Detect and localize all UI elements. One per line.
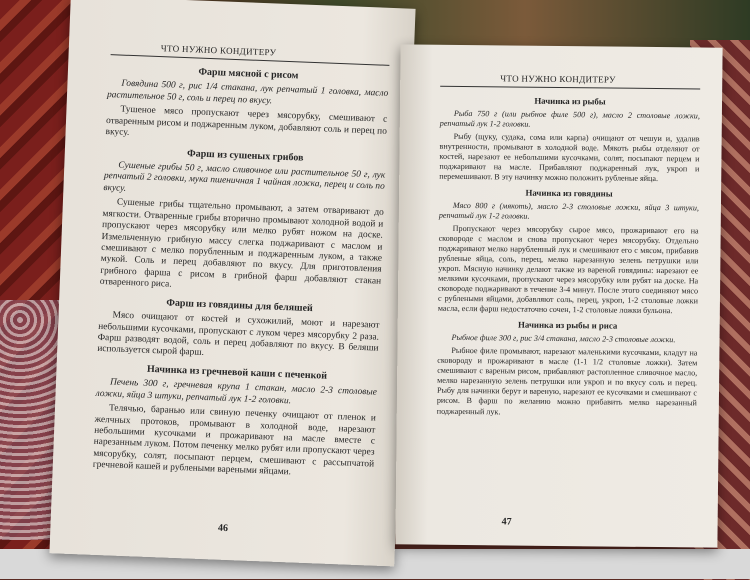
section-heading: Начинка из рыбы и риса: [518, 319, 618, 331]
recipe-text: Пропускают через мясорубку сырое мясо, прожаривают его на сковороде с маслом и снова пропускают через мясорубку. Отдельно поджаривают мелко нарубленный лук и смешивают его с мясом, прибавив рубленые яйца, соль, перец, мелко нарезанную зелень петрушки или укроп. Мясную начинку делают также из вареной говядины: нарезают ее мелкими кусочками, пропускают через мясорубку или рубят на доске. На сковороде поджаривают в течение 3-4 минут. После этого соединяют мясо с рублеными яйцами, добавляют соль, перец, укроп, 1-2 столовые ложки масла, если фарш недостаточно сочен, 1-2 столовые ложки бульона.: [437, 223, 699, 316]
section-heading: Фарш из говядины для беляшей: [166, 297, 313, 314]
page-number: 46: [217, 522, 229, 535]
section-heading: Начинка из гречневой каши с печенкой: [146, 363, 328, 382]
ingredients-text: Рыба 750 г (или рыбное филе 500 г), масло 2 столовые ложки, репчатый лук 1-2 головки.: [439, 108, 700, 129]
page-number: 47: [501, 516, 512, 528]
recipe-text: Телячью, баранью или свиную печенку очищают от пленок и желчных протоков, промывают в холодной воде, нарезают небольшими кусочками и прожаривают на масле вместе с нарезанным луком. Потом печенку мелко рубят или пропускают через мясорубку, солят, посыпают перцем, смешивают с рассыпчатой гречневой кашей и рублеными вареными яйцами.: [92, 403, 377, 478]
section-heading: Начинка из говядины: [525, 187, 613, 199]
section-heading: Начинка из рыбы: [534, 95, 606, 107]
recipe-text: Сушеные грибы тщательно промывают, а затем отваривают до мягкости. Отваренные грибы вторично промывают холодной водой и пропускают через мясорубку или мелко рубят ножом на доске. Измельченную грибную массу слегка поджаривают с маслом и смешивают с мелко порубленным и поджаренным луком, а также мукой. Соль и перец добавляют по вкусу. Для приготовления грибного фарша с рисом в грибной фарш добавляют стакан отваренного риса.: [99, 197, 384, 291]
ingredients-text: Мясо 800 г (мякоть), масло 2-3 столовые ложки, яйца 3 штуки, репчатый лук 1-2 головки.: [438, 200, 699, 221]
ingredients-text: Печень 300 г, гречневая крупа 1 стакан, масло 2-3 столовые ложки, яйца 3 штуки, репчатый лук 1-2 головки.: [95, 377, 378, 406]
book-page-left: [49, 0, 415, 566]
recipe-text: Рыбу (щуку, судака, сома или карпа) очищают от чешуи и, удалив внутренности, промывают в холодной воде. Мякоть рыбы отделяют от костей, нарезают ее небольшими кусочками, солят, посыпают перцем и поджаривают на масле. Прибавляют поджаренный лук, укроп и перемешивают. В эту начинку можно положить рубленые яйца.: [439, 131, 700, 184]
running-head: ЧТО НУЖНО КОНДИТЕРУ: [111, 41, 390, 66]
recipe-text: Тушеное мясо пропускают через мясорубку, смешивают с отваренным рисом и поджаренным луком, добавляют соль и перец по вкусу.: [105, 104, 388, 138]
ingredients-text: Рыбное филе 300 г, рис 3/4 стакана, масло 2-3 столовые ложки.: [451, 333, 676, 345]
book-page-right: [395, 44, 722, 547]
recipe-text: Рыбное филе промывают, нарезают маленькими кусочками, кладут на сковороду и прожаривают в масле (1-1 1/2 столовые ложки). Затем смешивают с вареным рисом, прибавляют растопленное сливочное масло, мелко нарезанную зелень петрушки или укроп и по вкусу соль и перец. Рыбу для начинки берут и вареную, нарезают ее кусочками и смешивают с рисом. В фарш по желанию можно прибавить мелко нарезанный поджаренный лук.: [436, 346, 698, 416]
ingredients-text: Говядина 500 г, рис 1/4 стакана, лук репчатый 1 головка, масло растительное 50 г, соль и перец по вкусу.: [106, 78, 389, 107]
section-heading: Фарш из сушеных грибов: [186, 147, 304, 164]
section-heading: Фарш мясной с рисом: [198, 66, 299, 82]
recipe-text: Мясо очищают от костей и сухожилий, моют и нарезают небольшими кусочками, пропускают с луком через мясорубку 2 раза. Фарш разводят водой, соль и перец добавляют по вкусу. В беляши используется сырой фарш.: [97, 310, 380, 359]
page-content: [437, 95, 700, 419]
ingredients-text: Сушеные грибы 50 г, масло сливочное или растительное 50 г, лук репчатый 2 головки, мука пшеничная 1 чайная ложка, перец и соль по вкусу.: [103, 160, 386, 194]
page-content: [93, 63, 389, 482]
running-head: ЧТО НУЖНО КОНДИТЕРУ: [440, 73, 700, 90]
